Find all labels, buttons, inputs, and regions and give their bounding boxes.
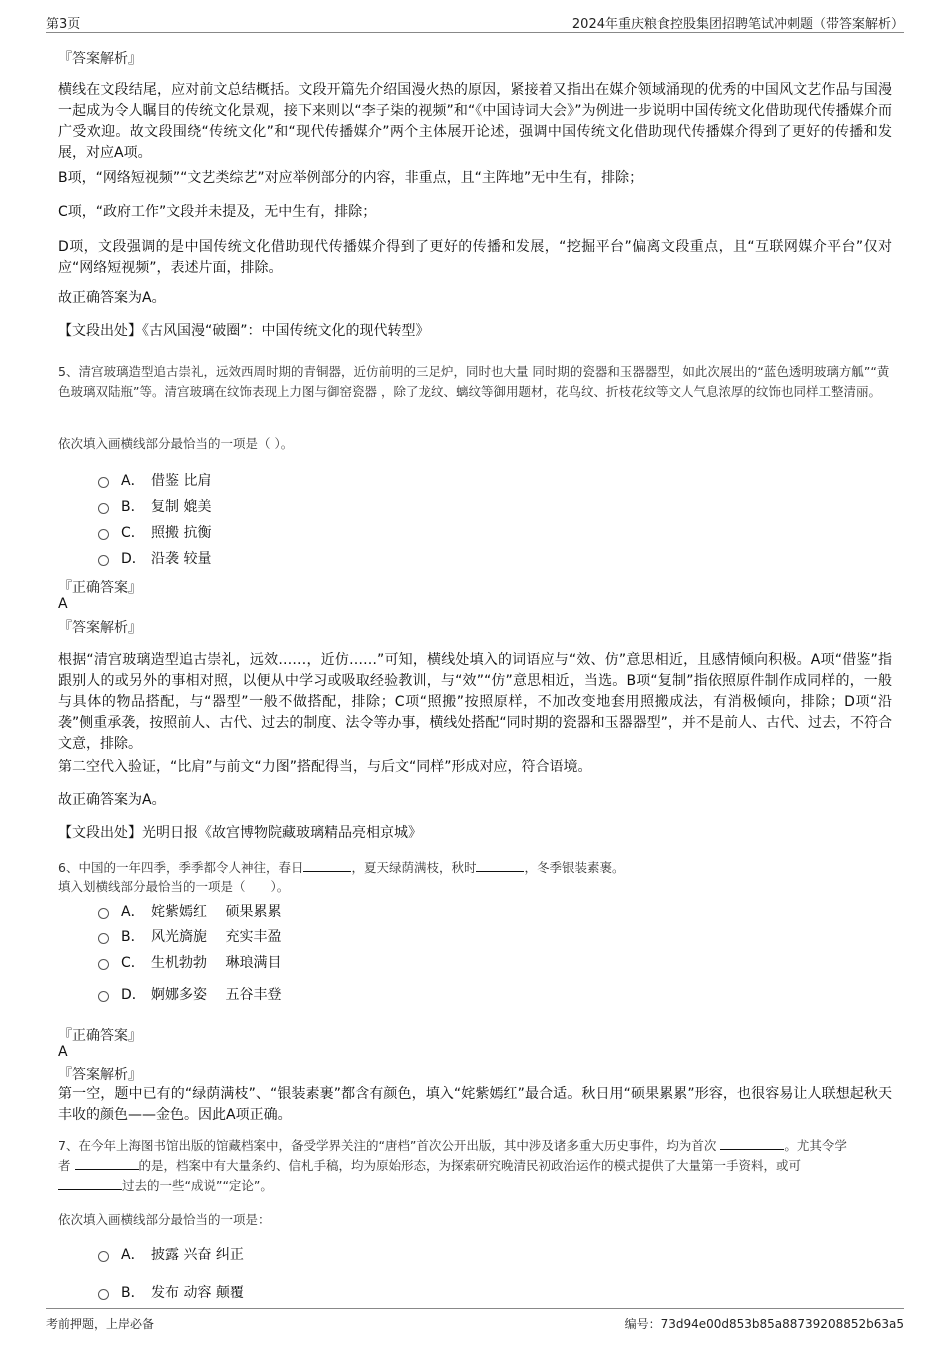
q7-stem-text: 过去的一些“成说”“定论”。 [122, 1178, 273, 1193]
page-number: 第3页 [46, 17, 81, 32]
q5-stem: 5、清宫玻璃造型追古崇礼，远效西周时期的青铜器，近仿前明的三足炉，同时也大量 同时期的瓷器和玉器器型，如此次展出的“蓝色透明玻璃方觚”“黄色玻璃双陆瓶”等。清宫玻璃在纹饰表现上力图与御窑瓷器 ，除了龙纹、螭纹等御用题材，花鸟纹、折枝花纹等文人气息浓厚的纹饰也同样工整清丽。 [58, 364, 890, 399]
document-code: 编号：73d94e00d853b85a88739208852b63a5 [624, 1317, 904, 1331]
option-letter: C． [121, 955, 145, 971]
option-text: 借鉴 比肩 [151, 473, 212, 489]
document-title: 2024年重庆粮食控股集团招聘笔试冲刺题（带答案解析） [571, 17, 904, 32]
q7-stem-text: 7、在今年上海图书馆出版的馆藏档案中，备受学界关注的“唐档”首次公开出版，其中涉及诸多重大历史事件，均为首次 [58, 1138, 717, 1153]
q6-option-d[interactable] [98, 984, 281, 1004]
option-text: 发布 动容 颠覆 [151, 1285, 244, 1301]
radio-button-icon[interactable] [98, 477, 109, 488]
option-text: 生机勃勃 琳琅满目 [151, 955, 282, 971]
q7-stem-text: 的是，档案中有大量条约、信札手稿，均为原始形态，为探索研究晚清民初政治运作的模式提供了大量第一手资料，或可 [138, 1158, 802, 1173]
q5-analysis-p1: 根据“清宫玻璃造型追古崇礼，远效……，近仿……”可知，横线处填入的词语应与“效、仿”意思相近，且感情倾向积极。A项“借鉴”指跟别人的或另外的事相对照，以便从中学习或吸取经验教训，与“效”“仿”意思相近，当选。B项“复制”指依照原件制作成同样的，一般与具体的物品搭配，与“器型”一般不做搭配，排除；C项“照搬”按照原样，不加改变地套用照搬成法，有消极倾向，排除；D项“沿袭”侧重承袭，按照前人、古代、过去的制度、法令等办事，横线处搭配“同时期的瓷器和玉器器型”，并不是前人、古代、过去，不符合文意，排除。 [58, 652, 892, 752]
radio-button-icon[interactable] [98, 933, 109, 944]
q4-analysis-p1: 横线在文段结尾，应对前文总结概括。文段开篇先介绍国漫火热的原因，紧接着又指出在媒介领域涌现的优秀的中国风文艺作品与国漫一起成为令人瞩目的传统文化景观，接下来则以“李子柒的视频”和“《中国诗词大会》”为例进一步说明中国传统文化借助现代传播媒介而广受欢迎。故文段围绕“传统文化”和“现代传播媒介”两个主体展开论述，强调中国传统文化借助现代传播媒介得到了更好的传播和发展，对应A项。 [58, 82, 892, 161]
q7-stem-line3 [58, 1176, 892, 1196]
q6-stem-part1: 6、中国的一年四季，季季都令人神往，春日 [58, 860, 304, 875]
q4-analysis-label: 『答案解析』 [58, 51, 142, 67]
radio-button-icon[interactable] [98, 1289, 109, 1300]
radio-button-icon[interactable] [98, 991, 109, 1002]
answer-blank [58, 1177, 122, 1190]
radio-button-icon[interactable] [98, 959, 109, 970]
option-letter: B． [121, 929, 145, 945]
q7-prompt: 依次填入画横线部分最恰当的一项是： [58, 1212, 271, 1227]
q5-prompt: 依次填入画横线部分最恰当的一项是（ ）。 [58, 436, 294, 451]
q6-analysis-p1: 第一空，题中已有的“绿荫满枝”、“银装素裹”都含有颜色，填入“姹紫嫣红”最合适。秋日用“硕果累累”形容，也很容易让人联想起秋天丰收的颜色——金色。因此A项正确。 [58, 1086, 892, 1123]
answer-blank [75, 1157, 139, 1170]
option-text: 披露 兴奋 纠正 [151, 1247, 244, 1263]
q5-option-b[interactable] [98, 496, 211, 516]
q4-analysis-p4: D项，文段强调的是中国传统文化借助现代传播媒介得到了更好的传播和发展，“挖掘平台”偏离文段重点，且“互联网媒介平台”仅对应“网络短视频”，表述片面，排除。 [58, 239, 892, 276]
q6-option-c[interactable] [98, 952, 281, 972]
q6-prompt: 填入划横线部分最恰当的一项是（ ）。 [58, 879, 290, 894]
option-letter: A． [121, 473, 145, 489]
q4-source: 【文段出处】《古风国漫“破圈”：中国传统文化的现代转型》 [58, 323, 430, 339]
answer-blank [303, 859, 351, 872]
q5-source: 【文段出处】光明日报《故宫博物院藏玻璃精品亮相京城》 [58, 825, 422, 841]
q4-answer-conclusion: 故正确答案为A。 [58, 290, 166, 306]
q4-analysis-p3: C项，“政府工作”文段并未提及，无中生有，排除； [58, 204, 377, 220]
q6-option-b[interactable] [98, 926, 281, 946]
q5-option-c[interactable] [98, 522, 211, 542]
q5-option-d[interactable] [98, 548, 211, 568]
q7-stem-text: 者 [58, 1158, 71, 1173]
radio-button-icon[interactable] [98, 503, 109, 514]
option-letter: B． [121, 499, 145, 515]
option-letter: D． [121, 987, 146, 1003]
q7-stem-text: 。尤其令学 [784, 1138, 847, 1153]
q6-stem-part2: ，夏天绿荫满枝，秋时 [351, 860, 477, 875]
q5-analysis-label: 『答案解析』 [58, 620, 142, 636]
option-letter: C． [121, 525, 145, 541]
answer-blank [720, 1137, 784, 1150]
q7-stem-line1 [58, 1136, 892, 1156]
radio-button-icon[interactable] [98, 908, 109, 919]
q5-option-a[interactable] [98, 470, 211, 490]
option-text: 姹紫嫣红 硕果累累 [151, 904, 282, 920]
option-text: 复制 媲美 [151, 499, 212, 515]
q6-option-a[interactable] [98, 901, 281, 921]
radio-button-icon[interactable] [98, 1251, 109, 1262]
q6-stem [58, 858, 892, 878]
q5-analysis-p2: 第二空代入验证，“比肩”与前文“力图”搭配得当，与后文“同样”形成对应，符合语境。 [58, 759, 592, 775]
option-letter: B． [121, 1285, 145, 1301]
option-letter: A． [121, 904, 145, 920]
q7-option-a[interactable] [98, 1244, 244, 1264]
q6-correct-label: 『正确答案』 [58, 1028, 142, 1044]
q6-analysis-label: 『答案解析』 [58, 1067, 142, 1083]
option-text: 风光旖旎 充实丰盈 [151, 929, 282, 945]
option-text: 婀娜多姿 五谷丰登 [151, 987, 282, 1003]
q7-option-b[interactable] [98, 1282, 244, 1302]
page-header [46, 10, 904, 33]
option-letter: D． [121, 551, 146, 567]
option-text: 沿袭 较量 [151, 551, 212, 567]
q7-stem [58, 1136, 892, 1196]
option-letter: A． [121, 1247, 145, 1263]
radio-button-icon[interactable] [98, 529, 109, 540]
q4-analysis-p2: B项，“网络短视频”“文艺类综艺”对应举例部分的内容，非重点，且“主阵地”无中生有，排除； [58, 170, 644, 186]
q7-stem-line2 [58, 1156, 892, 1176]
q5-answer-conclusion: 故正确答案为A。 [58, 792, 166, 808]
radio-button-icon[interactable] [98, 555, 109, 566]
q6-stem-part3: ，冬季银装素裹。 [524, 860, 625, 875]
q5-correct-label: 『正确答案』 [58, 580, 142, 596]
q5-correct-answer: A [58, 596, 68, 612]
option-text: 照搬 抗衡 [151, 525, 212, 541]
q6-correct-answer: A [58, 1044, 68, 1060]
answer-blank [476, 859, 524, 872]
page-footer [46, 1308, 904, 1333]
footer-slogan: 考前押题，上岸必备 [46, 1317, 155, 1331]
